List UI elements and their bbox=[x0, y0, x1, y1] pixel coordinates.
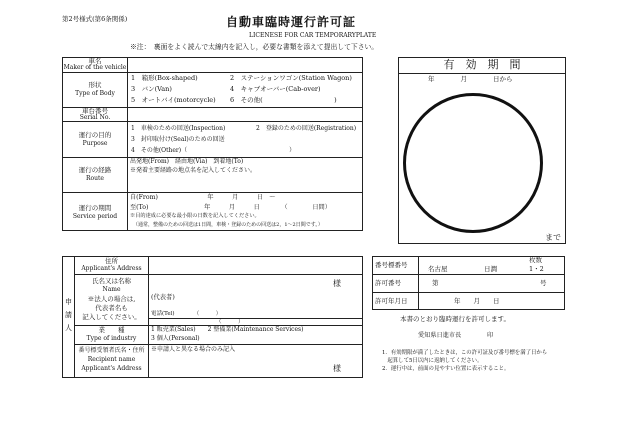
issuer: 愛知県日進市長 bbox=[418, 332, 462, 339]
purpose-option[interactable]: 2 登録のための回送(Registration) bbox=[256, 125, 357, 132]
vehicle-name-label-en: Maker of the vehicle bbox=[63, 64, 127, 71]
vehicle-name-field[interactable] bbox=[128, 58, 362, 72]
issuer-seal: 印 bbox=[487, 332, 494, 339]
purpose-option[interactable]: 3 封印取付け(Seal)のための回送 bbox=[131, 136, 225, 143]
industry-option[interactable]: 3 個人(Personal) bbox=[151, 335, 200, 342]
recipient-seal: 様 bbox=[333, 364, 341, 373]
serial-field[interactable] bbox=[128, 108, 362, 121]
return-note: 1．有効期限が満了したときは，この許可証及び番号標を満了日から bbox=[382, 350, 548, 356]
permit-statement: 本書のとおり臨時運行を許可します。 bbox=[400, 315, 510, 323]
validity-date-field[interactable]: 年 月 日から bbox=[428, 75, 513, 83]
period-from-field[interactable]: 自(From) 年 月 日 ～ bbox=[130, 194, 276, 201]
page-subtitle: LICENESE FOR CAR TEMPORARYPLATE bbox=[249, 32, 377, 39]
period-note-detail: （通常，整備のための回送は1日間，車検・登録のための回送は2，1～2日間です。） bbox=[133, 222, 323, 228]
industry-label: 業 種 bbox=[98, 326, 125, 334]
industry-option[interactable]: 1 販売業(Sales) 2 整備業(Maintenance Services) bbox=[151, 326, 304, 333]
corp-note: ※法人の場合は, bbox=[87, 295, 136, 303]
recipient-label-en: Recipient name bbox=[87, 356, 136, 363]
body-type-option[interactable]: 4 キャブオーバー(Cab-over) bbox=[230, 85, 321, 93]
seal-circle bbox=[403, 93, 543, 233]
corp-note: 代表者名も bbox=[95, 304, 128, 312]
name-label: 氏名又は名称 bbox=[92, 277, 131, 285]
route-field[interactable]: 出発地(From) 経由地(Via) 到着地(To) bbox=[130, 158, 244, 165]
permit-date-label: 許可年月日 bbox=[375, 297, 408, 305]
serial-label: 車台番号 bbox=[82, 107, 108, 115]
period-label-en: Service period bbox=[72, 213, 118, 220]
plate-city: 名古屋 bbox=[428, 265, 448, 273]
period-label: 運行の期間 bbox=[78, 204, 112, 212]
route-label: 運行の経路 bbox=[78, 166, 112, 174]
permit-label: 許可番号 bbox=[375, 279, 401, 287]
name-label-en: Name bbox=[102, 286, 121, 293]
phone-field-2[interactable]: （ ） bbox=[216, 319, 244, 325]
purpose-option[interactable]: 4 その他(Other)（ ） bbox=[131, 147, 296, 154]
plate-count: 1・2 bbox=[529, 265, 544, 273]
period-to-field[interactable]: 至(To) 年 月 日 （ 日間） bbox=[130, 204, 331, 211]
body-type-option[interactable]: 5 オートバイ(motorcycle) bbox=[131, 96, 216, 104]
recipient-label: 番号標受領者氏名・住所 bbox=[78, 347, 145, 354]
body-type-label-en: Type of Body bbox=[75, 90, 115, 97]
plate-count-label: 枚数 bbox=[529, 256, 542, 264]
return-note: 起算して5日以内に返納してください。 bbox=[382, 358, 483, 364]
purpose-label: 運行の目的 bbox=[78, 131, 112, 139]
validity-until: まで bbox=[545, 233, 561, 242]
purpose-option[interactable]: 1 車検のための回送(Inspection) bbox=[131, 125, 226, 132]
representative-field[interactable]: (代表者) bbox=[151, 294, 175, 301]
industry-label-en: Type of industry bbox=[86, 335, 137, 342]
permit-suffix: 号 bbox=[540, 279, 547, 287]
recipient-label-en-2: Applicant's Address bbox=[81, 365, 142, 372]
corp-note: 記入してください。 bbox=[82, 313, 141, 321]
route-label-en: Route bbox=[86, 175, 104, 182]
body-type-option[interactable]: 2 ステーションワゴン(Station Wagon) bbox=[230, 74, 352, 82]
applicant-side-label: 申 請 人 bbox=[65, 298, 79, 332]
plate-kana: 日澗 bbox=[484, 265, 497, 273]
body-type-option[interactable]: 3 バン(Van) bbox=[131, 85, 172, 93]
body-type-option[interactable]: 1 箱形(Box-shaped) bbox=[131, 74, 198, 82]
page-title: 自動車臨時運行許可証 bbox=[226, 15, 357, 29]
plate-label: 番号標番号 bbox=[375, 261, 408, 269]
name-seal: 様 bbox=[333, 279, 341, 288]
validity-title: 有 効 期 間 bbox=[443, 58, 521, 71]
body-type-label: 形状 bbox=[88, 81, 102, 89]
body-type-option[interactable]: 6 その他( ) bbox=[230, 96, 337, 104]
route-note: ※発着主要経路の地点名を記入してください。 bbox=[130, 167, 257, 174]
vehicle-name-label: 車名 bbox=[88, 57, 102, 65]
phone-field[interactable]: 電話(Tel) （ ） bbox=[151, 311, 222, 317]
serial-label-en: Serial No. bbox=[79, 114, 111, 121]
instruction-note: ※注： 裏面をよく読んで太線内を記入し，必要な書類を添えて提出して下さい。 bbox=[130, 43, 379, 51]
permit-date-value: 年 月 日 bbox=[454, 297, 500, 305]
address-label: 住所 bbox=[105, 257, 118, 265]
purpose-label-en: Purpose bbox=[82, 140, 108, 147]
permit-prefix: 第 bbox=[432, 279, 439, 287]
form-number: 第2号様式(第6条関係) bbox=[62, 15, 128, 23]
address-label-en: Applicant's Address bbox=[81, 265, 142, 272]
period-note: ※目的達成に必要な最小限の日数を記入してください。 bbox=[130, 213, 260, 219]
recipient-note: ※申請人と異なる場合のみ記入 bbox=[151, 346, 236, 353]
address-field[interactable] bbox=[149, 257, 362, 274]
display-note: 2．運行中は，前面の見やすい位置に表示すること。 bbox=[382, 366, 510, 372]
